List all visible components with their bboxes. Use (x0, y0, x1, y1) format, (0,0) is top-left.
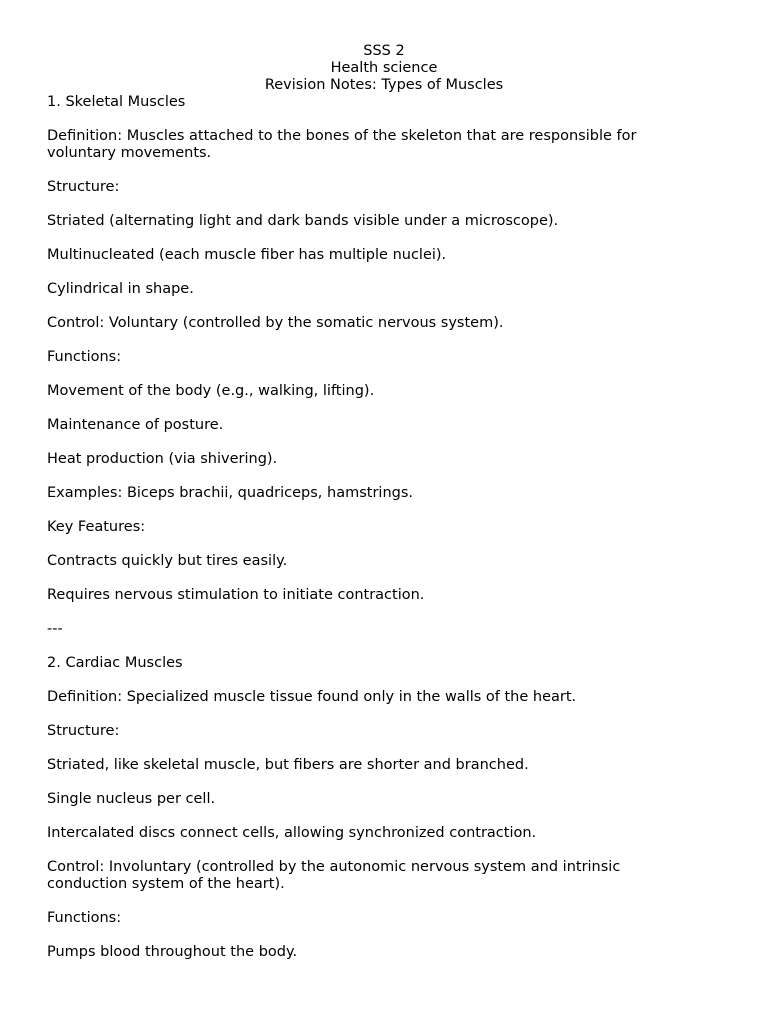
paragraph: Definition: Specialized muscle tissue found only in the walls of the heart. (47, 689, 577, 705)
paragraph: Key Features: (47, 519, 146, 535)
paragraph: Functions: (47, 349, 122, 365)
subject-heading: Health science (330, 60, 438, 76)
page-title: Revision Notes: Types of Muscles (264, 77, 504, 93)
paragraph: Maintenance of posture. (47, 417, 224, 433)
paragraph: Cylindrical in shape. (47, 281, 194, 297)
paragraph: Requires nervous stimulation to initiate contraction. (47, 587, 425, 603)
paragraph: Definition: Muscles attached to the bones of the skeleton that are responsible for voluntary movements. (47, 128, 637, 161)
paragraph: Striated (alternating light and dark bands visible under a microscope). (47, 213, 559, 229)
paragraph: Pumps blood throughout the body. (47, 944, 298, 960)
paragraph: Control: Voluntary (controlled by the somatic nervous system). (47, 315, 504, 331)
paragraph: Contracts quickly but tires easily. (47, 553, 288, 569)
paragraph: Intercalated discs connect cells, allowing synchronized contraction. (47, 825, 537, 841)
section-heading-cardiac: 2. Cardiac Muscles (47, 655, 183, 671)
paragraph: Structure: (47, 179, 120, 195)
paragraph: Striated, like skeletal muscle, but fibers are shorter and branched. (47, 757, 529, 773)
paragraph: Movement of the body (e.g., walking, lifting). (47, 383, 375, 399)
paragraph: Structure: (47, 723, 120, 739)
paragraph: Single nucleus per cell. (47, 791, 216, 807)
paragraph: Functions: (47, 910, 122, 926)
paragraph: Control: Involuntary (controlled by the autonomic nervous system and intrinsic conduction system of the heart). (47, 859, 621, 892)
section-heading-skeletal: 1. Skeletal Muscles (47, 94, 186, 110)
class-heading: SSS 2 (363, 43, 405, 59)
section-divider: --- (47, 621, 63, 637)
paragraph: Examples: Biceps brachii, quadriceps, hamstrings. (47, 485, 414, 501)
paragraph: Heat production (via shivering). (47, 451, 278, 467)
paragraph: Multinucleated (each muscle fiber has multiple nuclei). (47, 247, 447, 263)
